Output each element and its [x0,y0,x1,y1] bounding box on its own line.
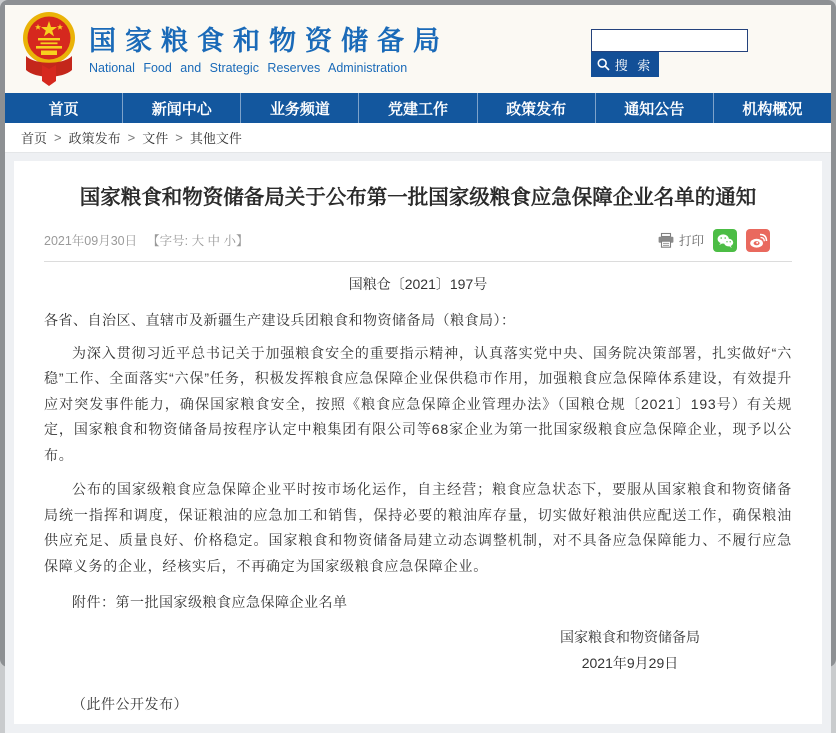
publish-date: 2021年09月30日 [44,234,138,249]
attachment-line: 附件：第一批国家级粮食应急保障企业名单 [72,594,348,611]
body-paragraph: 公布的国家级粮食应急保障企业平时按市场化运作，自主经营；粮食应急状态下，要服从国家粮食和物资储备局统一指挥和调度，保证粮油的应急加工和销售，保持必要的粮油库存量，切实做好粮油供应配送工作，确保粮油供应充足、质量良好、价格稳定。国家粮食和物资储备局建立动态调整机制，对不具备应急保障能力、不履行应急保障义务的企业，经核实后，不再确定为国家级粮食应急保障企业。 [44,481,792,574]
signature-block [44,624,792,676]
breadcrumb-policy-release[interactable]: 政策发布 [68,131,121,146]
breadcrumb-documents[interactable]: 文件 [142,131,169,146]
breadcrumb-separator: > [175,130,183,145]
font-size-control[interactable]: 【字号: 大 中 小】 [147,234,249,249]
site-header [5,5,831,93]
article-meta-left [44,231,249,249]
print-button[interactable] [658,231,704,249]
site-title: 国家粮食和物资储备局 [89,26,449,56]
breadcrumb [5,123,831,153]
document-number: 国粮仓〔2021〕197号 [348,275,488,292]
nav-item-home[interactable]: 首页 [48,100,79,118]
search-icon [597,58,610,71]
nav-item-business-channel[interactable]: 业务频道 [240,93,358,123]
search-button-label: 搜 索 [614,58,654,73]
wechat-share-icon[interactable] [713,229,737,252]
nav-item-notices[interactable]: 通知公告 [595,93,713,123]
weibo-share-icon[interactable] [746,229,770,252]
public-release-note: （此件公开发布） [72,696,188,713]
article-meta-right [658,229,792,252]
national-emblem-logo [21,10,77,91]
signer-name: 国家粮食和物资储备局 [560,629,700,646]
breadcrumb-other-documents[interactable]: 其他文件 [189,131,242,146]
article [14,161,822,724]
main-navigation [5,93,831,123]
article-meta-row [44,229,792,262]
nav-item-party-building[interactable]: 党建工作 [358,93,476,123]
salutation: 各省、自治区、直辖市及新疆生产建设兵团粮食和物资储备局（粮食局）： [44,311,516,328]
nav-item-organization[interactable]: 机构概况 [713,93,831,123]
masthead [89,19,449,75]
search-input[interactable] [591,29,748,52]
main-content-area [5,153,831,733]
search-area [591,29,748,77]
signature-date: 2021年9月29日 [581,655,679,672]
article-title: 国家粮食和物资储备局关于公布第一批国家级粮食应急保障企业名单的通知 [79,186,757,209]
site-subtitle-english: National Food and Strategic Reserves Administration [89,61,408,75]
body-paragraph: 为深入贯彻习近平总书记关于加强粮食安全的重要指示精神，认真落实党中央、国务院决策部署，扎实做好“六稳”工作、全面落实“六保”任务，积极发挥粮食应急保障企业保供稳市作用，加强粮食应急保障体系建设，有效提升应对突发事件能力，确保国家粮食安全，按照《粮食应急保障企业管理办法》（国粮仓规〔2021〕193号）有关规定，国家粮食和物资储备局按程序认定中粮集团有限公司等68家企业为第一批国家级粮食应急保障企业，现予以公布。 [44,344,792,463]
breadcrumb-separator: > [127,130,136,145]
breadcrumb-separator: > [54,130,62,145]
search-button[interactable] [591,52,659,77]
print-label: 打印 [678,234,704,249]
printer-icon [658,233,674,248]
breadcrumb-home[interactable]: 首页 [21,131,48,146]
nav-item-policy-release[interactable]: 政策发布 [477,93,595,123]
nav-item-news-center[interactable]: 新闻中心 [122,93,240,123]
